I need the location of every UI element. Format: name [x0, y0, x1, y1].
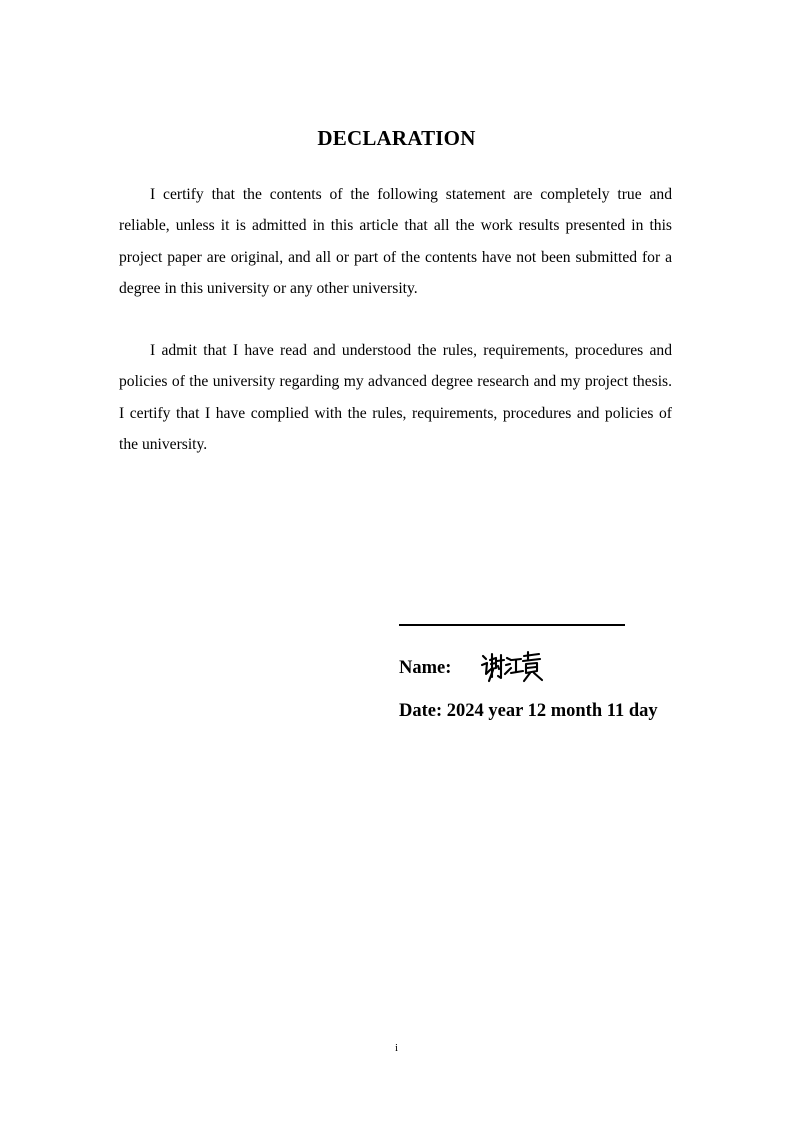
date-line: Date: 2024 year 12 month 11 day [399, 701, 658, 721]
declaration-paragraph-2: I admit that I have read and understood the rules, requirements, procedures and policies of the university regarding my advanced degree research and my project thesis. I certify that I have complied with the rules, requirements, procedures and policies of the university. [119, 342, 672, 453]
declaration-paragraph-1: I certify that the contents of the following statement are completely true and reliable, unless it is admitted in this article that all the work results presented in this project paper are original, and all or part of the contents have not been submitted for a degree in this university or any other university. [119, 186, 672, 297]
handwritten-signature [480, 648, 546, 686]
page-number: i [394, 1042, 399, 1054]
page-title: DECLARATION [317, 126, 476, 150]
signature-line [399, 624, 625, 626]
name-label: Name: [399, 658, 452, 678]
